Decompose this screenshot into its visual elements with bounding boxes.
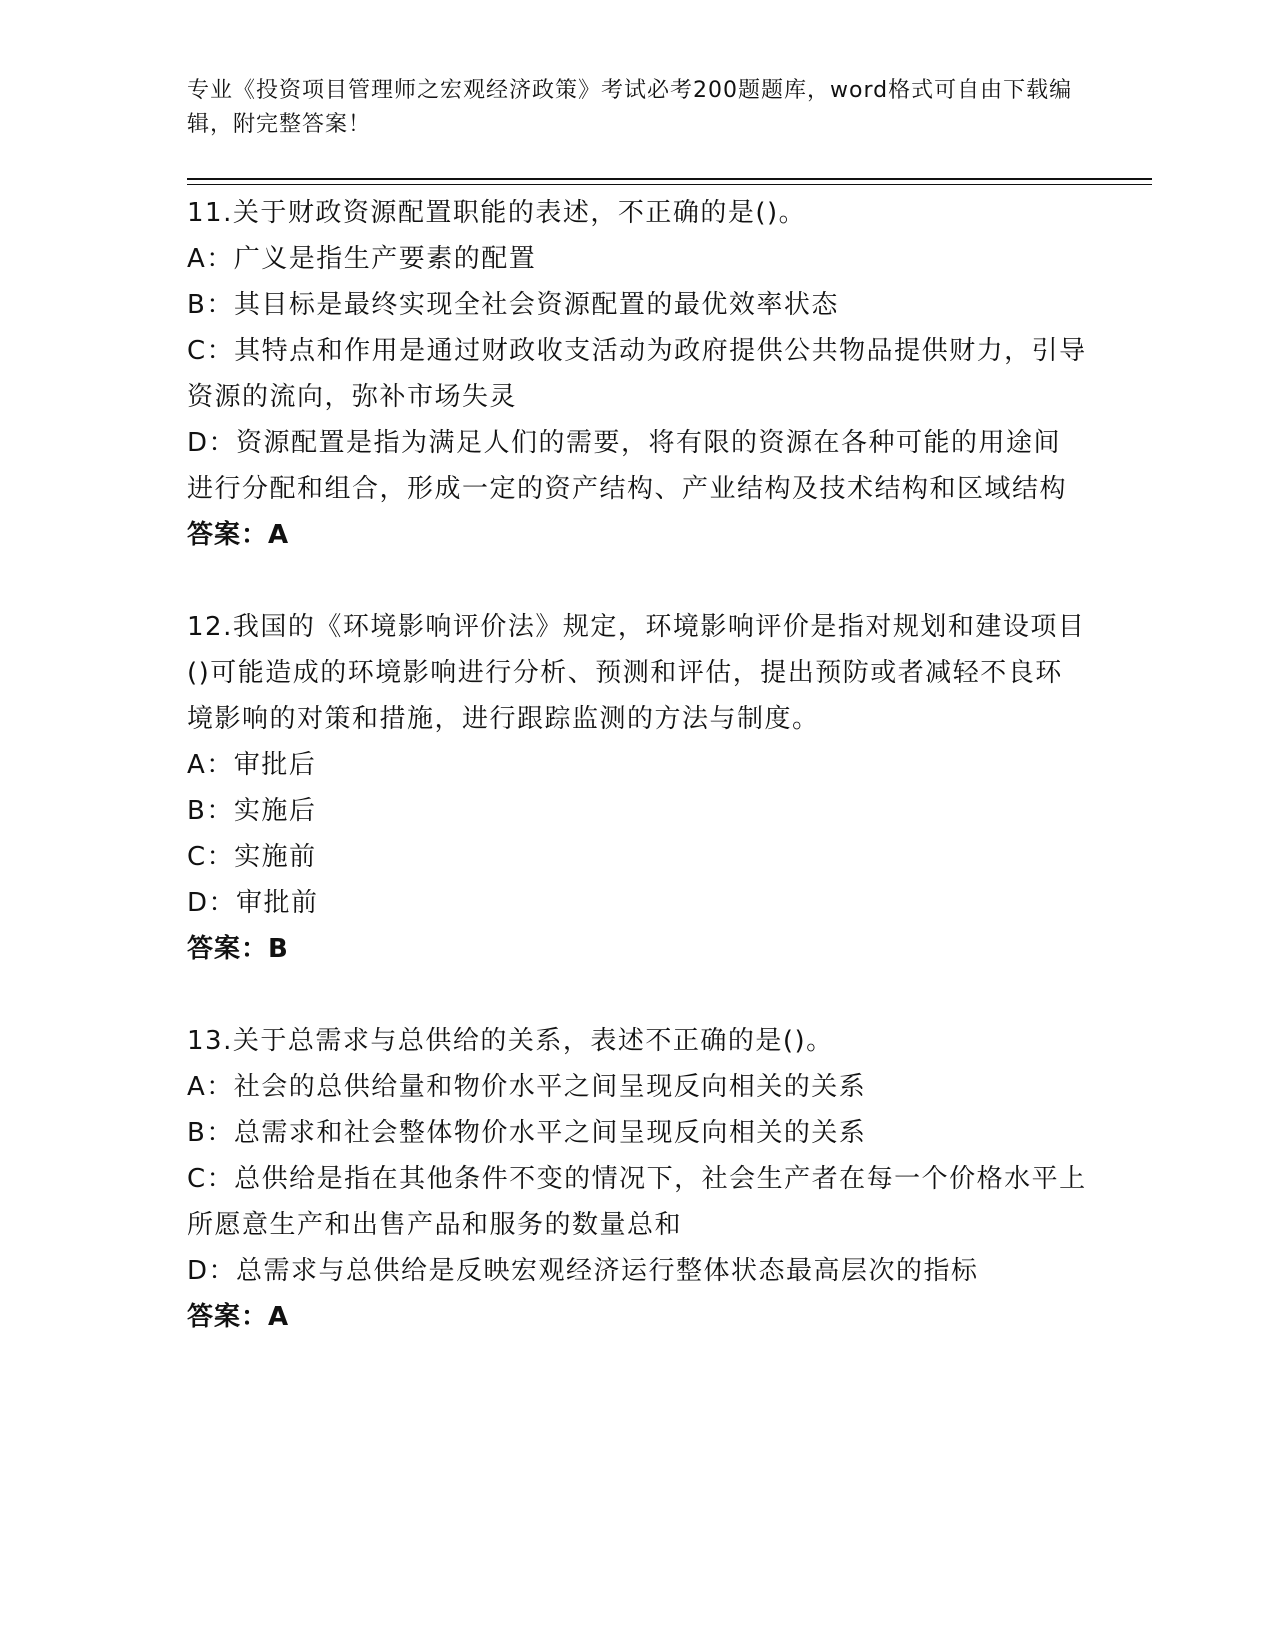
option-d: D：总需求与总供给是反映宏观经济运行整体状态最高层次的指标 — [187, 1256, 979, 1286]
header-divider-thin — [187, 184, 1152, 185]
option-b: B：其目标是最终实现全社会资源配置的最优效率状态 — [187, 290, 839, 320]
question-12 — [187, 604, 1087, 972]
question-stem: 12.我国的《环境影响评价法》规定，环境影响评价是指对规划和建设项目()可能造成的环境影响进行分析、预测和评估，提出预防或者减轻不良环境影响的对策和措施，进行跟踪监测的方法与制度。 — [187, 612, 1086, 734]
option-d: D：审批前 — [187, 888, 319, 918]
question-stem: 13.关于总需求与总供给的关系，表述不正确的是()。 — [187, 1026, 834, 1056]
option-a: A：社会的总供给量和物价水平之间呈现反向相关的关系 — [187, 1072, 867, 1102]
question-list — [187, 190, 1087, 1386]
question-13 — [187, 1018, 1087, 1340]
option-c: C：其特点和作用是通过财政收支活动为政府提供公共物品提供财力，引导资源的流向，弥补市场失灵 — [187, 336, 1087, 412]
question-stem: 11.关于财政资源配置职能的表述，不正确的是()。 — [187, 198, 807, 228]
answer-line: 答案：A — [187, 520, 290, 550]
answer-line: 答案：B — [187, 934, 289, 964]
option-a: A：审批后 — [187, 750, 317, 780]
option-d: D：资源配置是指为满足人们的需要，将有限的资源在各种可能的用途间进行分配和组合，形成一定的资产结构、产业结构及技术结构和区域结构 — [187, 428, 1068, 504]
header-divider-thick — [187, 178, 1152, 180]
document-header: 专业《投资项目管理师之宏观经济政策》考试必考200题题库，word格式可自由下载编辑，附完整答案！ — [187, 78, 1073, 137]
option-a: A：广义是指生产要素的配置 — [187, 244, 537, 274]
answer-line: 答案：A — [187, 1302, 290, 1332]
option-c: C：总供给是指在其他条件不变的情况下，社会生产者在每一个价格水平上所愿意生产和出售产品和服务的数量总和 — [187, 1164, 1087, 1240]
question-11 — [187, 190, 1087, 558]
option-b: B：总需求和社会整体物价水平之间呈现反向相关的关系 — [187, 1118, 867, 1148]
option-c: C：实施前 — [187, 842, 317, 872]
option-b: B：实施后 — [187, 796, 317, 826]
